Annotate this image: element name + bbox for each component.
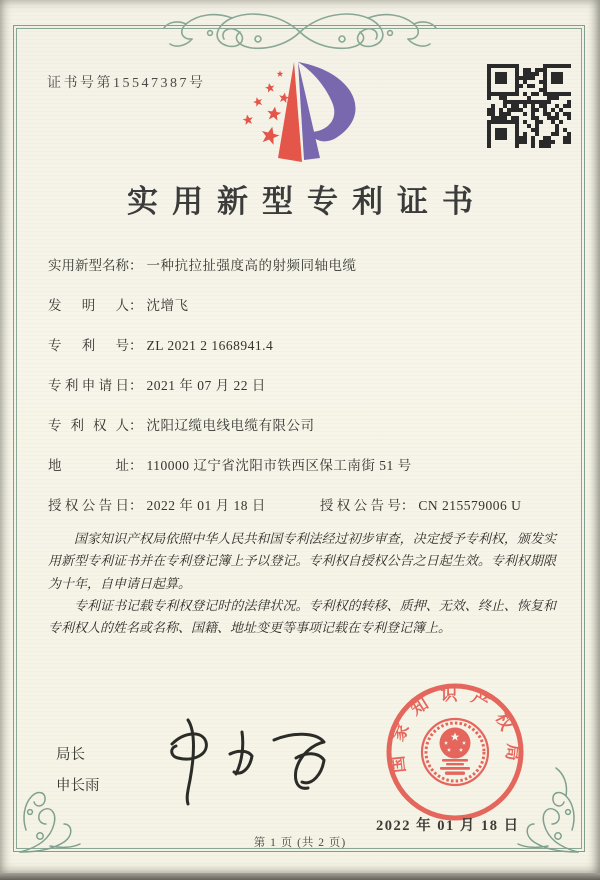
colon: ： — [129, 338, 143, 353]
colon: ： — [129, 498, 143, 513]
field-label: 专利号 — [48, 338, 129, 353]
logo-purple-p — [298, 62, 356, 160]
field-label: 专利申请日 — [48, 378, 129, 393]
field-label: 实用新型名称 — [48, 258, 129, 273]
legal-paragraph-2: 专利证书记载专利权登记时的法律状况。专利权的转移、质押、无效、终止、恢复和专利权人的姓名或名称、国籍、地址变更等事项记载在专利登记簿上。 — [48, 598, 556, 636]
cnipa-logo — [230, 58, 375, 170]
legal-text — [48, 528, 556, 640]
field-value: 一种抗拉扯强度高的射频同轴电缆 — [146, 258, 357, 273]
director-title: 局长 — [56, 747, 85, 763]
field-value: 2021 年 07 月 22 日 — [146, 378, 266, 393]
field-patentee — [48, 416, 564, 456]
field-value: CN 215579006 U — [418, 498, 522, 513]
field-value: 沈阳辽缆电线电缆有限公司 — [146, 418, 315, 433]
director-signature — [150, 710, 340, 810]
legal-paragraph-1: 国家知识产权局依照中华人民共和国专利法经过初步审查，决定授予专利权，颁发实用新型专利证书并在专利登记簿上予以登记。专利权自授权公告之日起生效。专利权期限为十年，自申请日起算。 — [48, 531, 556, 591]
field-grant-number — [320, 496, 522, 515]
director-name: 申长雨 — [56, 778, 100, 794]
field-label: 授权公告日 — [48, 498, 129, 513]
certificate-title: 实用新型专利证书 — [127, 184, 487, 219]
qr-code — [487, 64, 571, 148]
field-address — [48, 456, 564, 496]
colon: ： — [400, 498, 415, 513]
field-value: 沈增飞 — [146, 298, 189, 313]
corner-flourish-icon — [502, 764, 582, 854]
colon: ： — [129, 458, 143, 473]
field-label: 专利权人 — [48, 418, 129, 433]
colon: ： — [129, 378, 143, 393]
field-value: 2022 年 01 月 18 日 — [146, 498, 266, 513]
colon: ： — [129, 298, 143, 313]
field-filing-date — [48, 376, 564, 416]
seal-agency-name: 国家知识产权局 — [386, 685, 524, 774]
scan-edge-shadow — [0, 873, 600, 880]
dragon-scroll-ornament — [140, 6, 460, 58]
fields-block — [48, 256, 564, 536]
field-label: 发明人 — [48, 298, 129, 313]
national-emblem-icon — [422, 719, 488, 785]
field-utility-model-name — [48, 256, 564, 296]
field-value: ZL 2021 2 1668941.4 — [146, 338, 274, 353]
field-label: 授权公告号 — [319, 498, 401, 513]
grant-date-stamp: 2022 年 01 月 18 日 — [376, 818, 520, 834]
field-inventor — [48, 296, 564, 336]
corner-flourish-icon — [16, 764, 96, 854]
field-patent-number — [48, 336, 564, 376]
field-value: 110000 辽宁省沈阳市铁西区保工南街 51 号 — [146, 458, 412, 473]
colon: ： — [129, 418, 143, 433]
colon: ： — [129, 258, 143, 273]
page-number: 第 1 页 (共 2 页) — [253, 837, 347, 849]
field-grant-date — [48, 496, 266, 515]
logo-red-wedge — [278, 62, 302, 162]
certificate-number: 证书号第15547387号 — [47, 76, 206, 91]
field-label: 地址 — [48, 458, 129, 473]
